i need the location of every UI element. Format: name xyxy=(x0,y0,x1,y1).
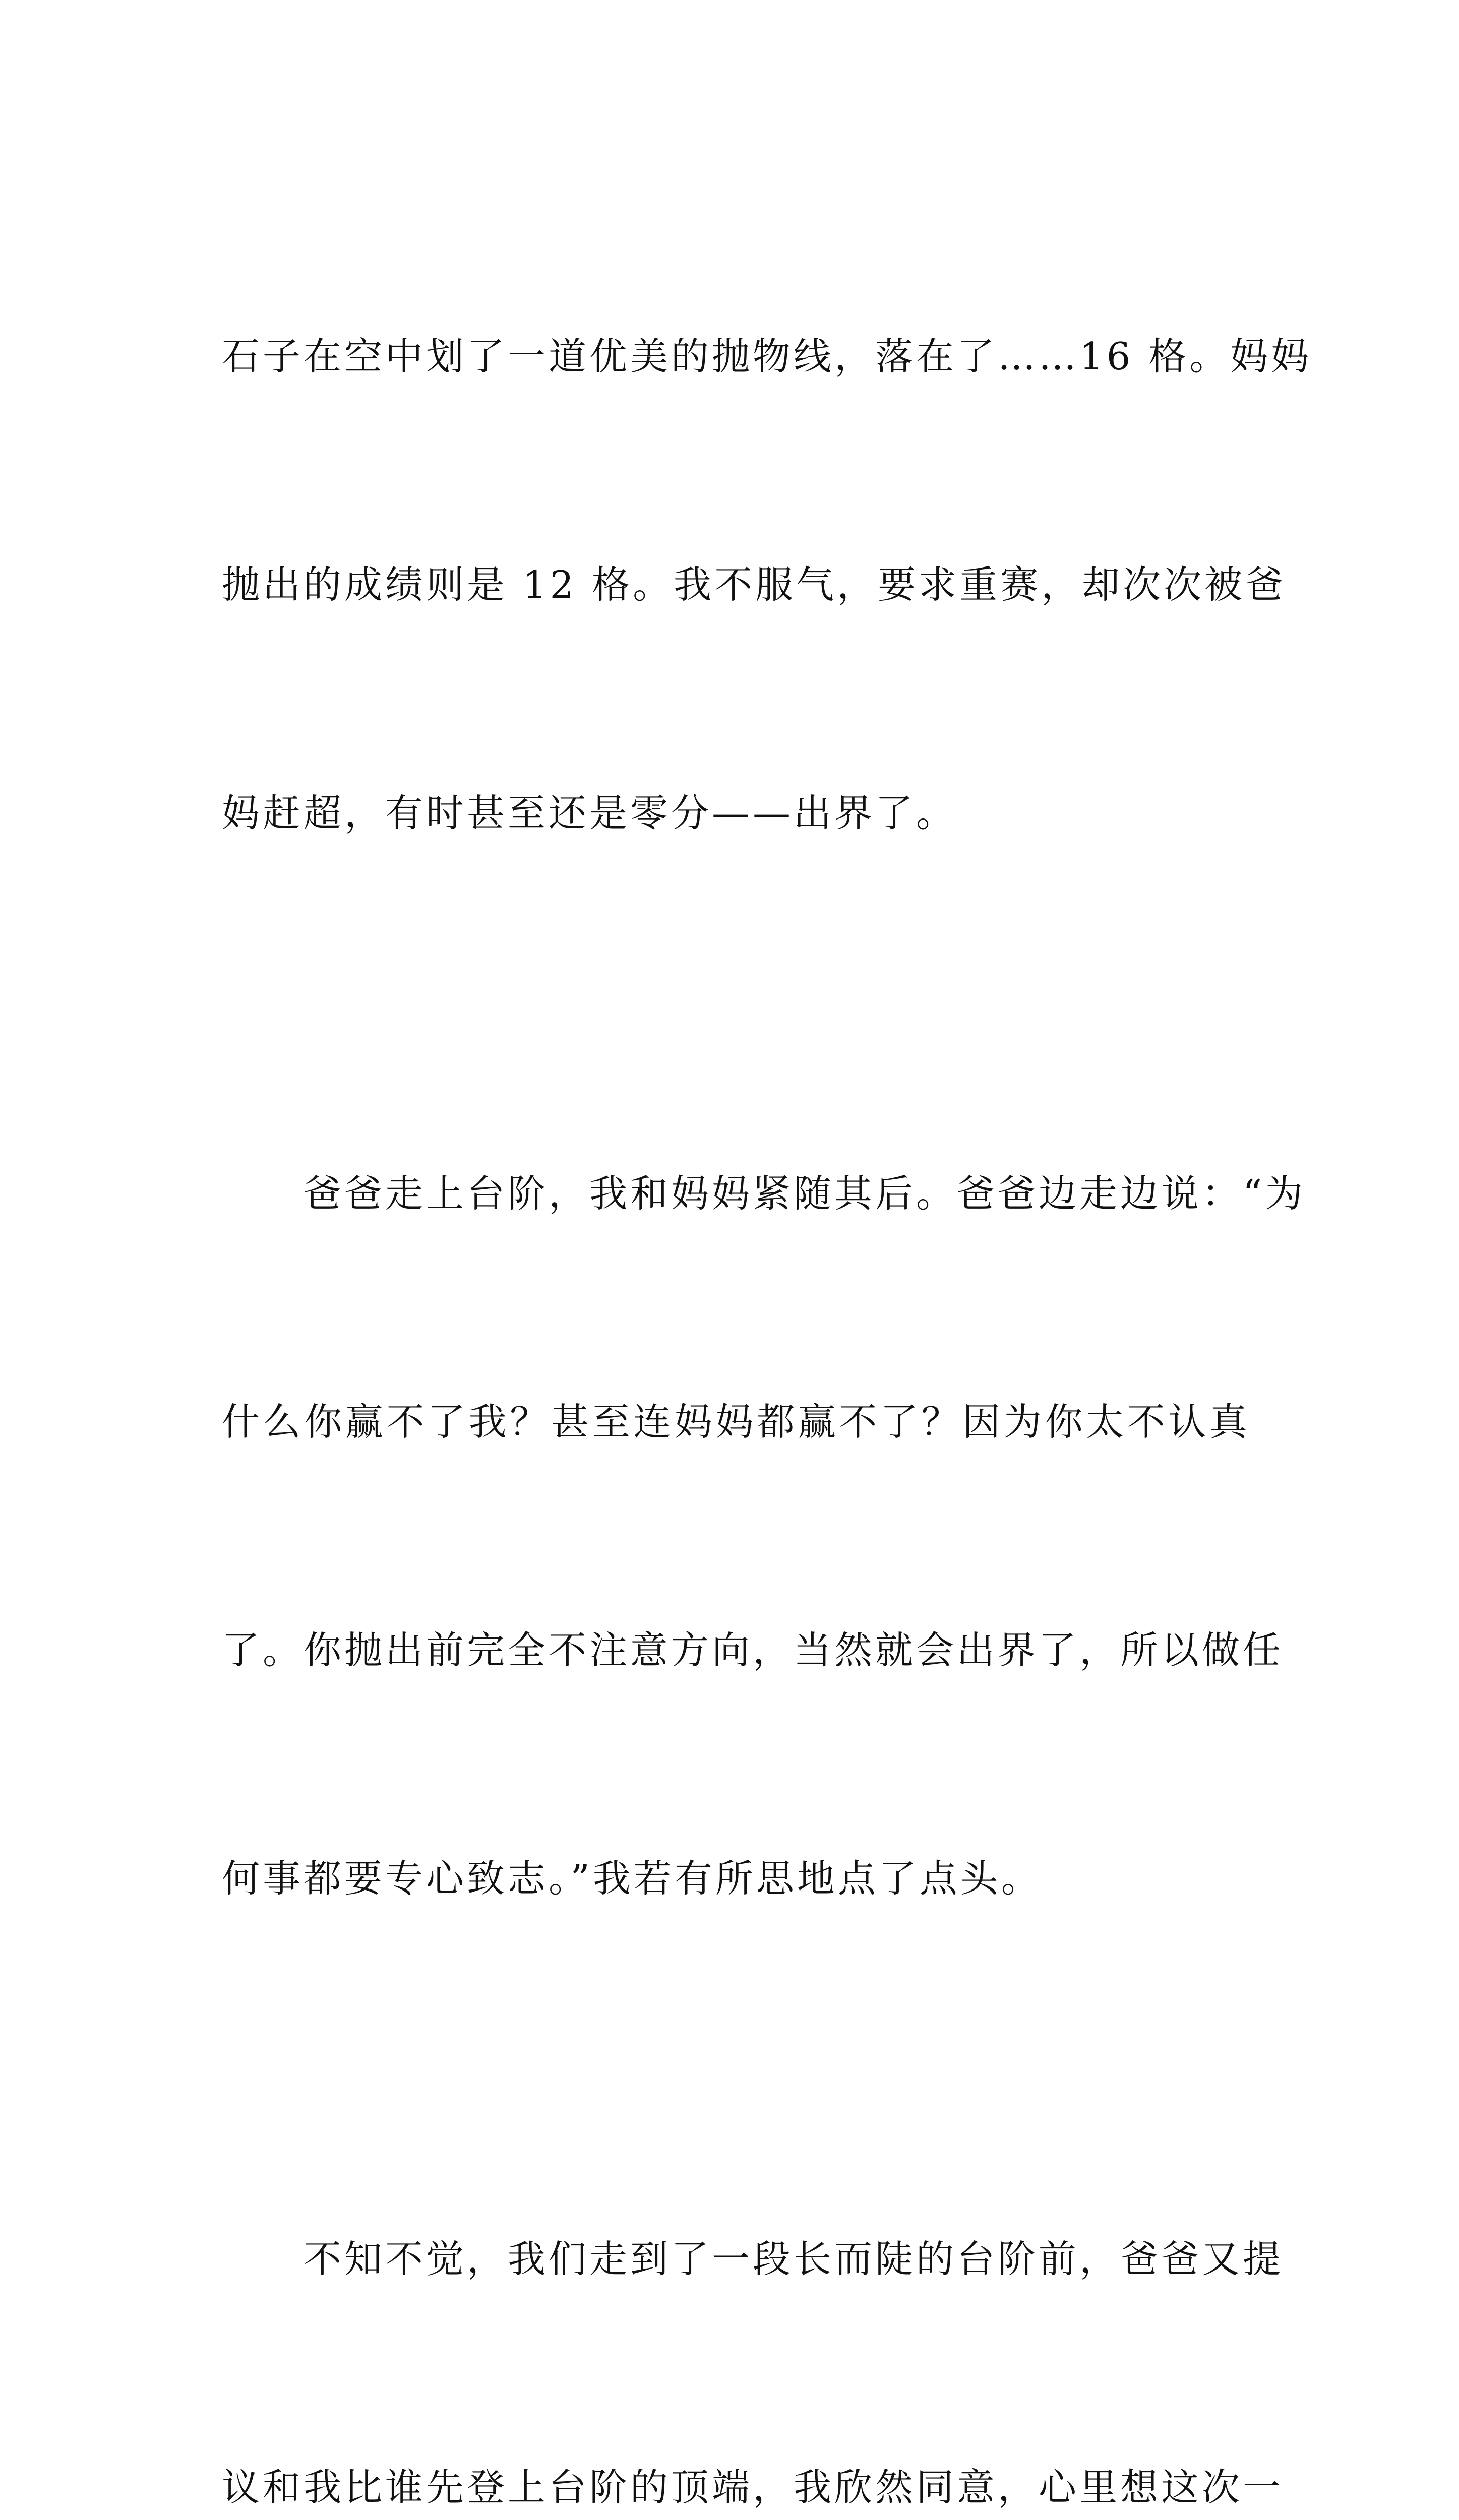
paragraph-3 xyxy=(222,2069,1284,2520)
text-line: 抛出的成绩则是 12 格。我不服气，要求重赛，却次次被爸 xyxy=(222,562,1287,607)
text-line: 不知不觉，我们走到了一段长而陡的台阶前，爸爸又提 xyxy=(222,2237,1284,2281)
text-line: 什么你赢不了我？甚至连妈妈都赢不了？因为你太不认真 xyxy=(222,1400,1250,1444)
text-line: 了。你抛出前完全不注意方向，当然就会出界了，所以做任 xyxy=(222,1628,1284,1672)
text-line: 妈赶超，有时甚至还是零分——出界了。 xyxy=(222,791,957,835)
text-line: 何事都要专心致志。”我若有所思地点了点头。 xyxy=(222,1856,1042,1901)
body-text xyxy=(222,166,1312,2520)
paragraph-2 xyxy=(222,1003,1306,2069)
paragraph-1 xyxy=(222,166,1312,1003)
text-line: 石子在空中划了一道优美的抛物线，落在了……16 格。妈妈 xyxy=(222,334,1312,379)
text-line: 议和我比谁先登上台阶的顶端，我欣然同意，心里想这次一 xyxy=(222,2465,1284,2509)
text-line: 爸爸走上台阶，我和妈妈紧随其后。爸爸边走边说：“为 xyxy=(222,1171,1306,1216)
